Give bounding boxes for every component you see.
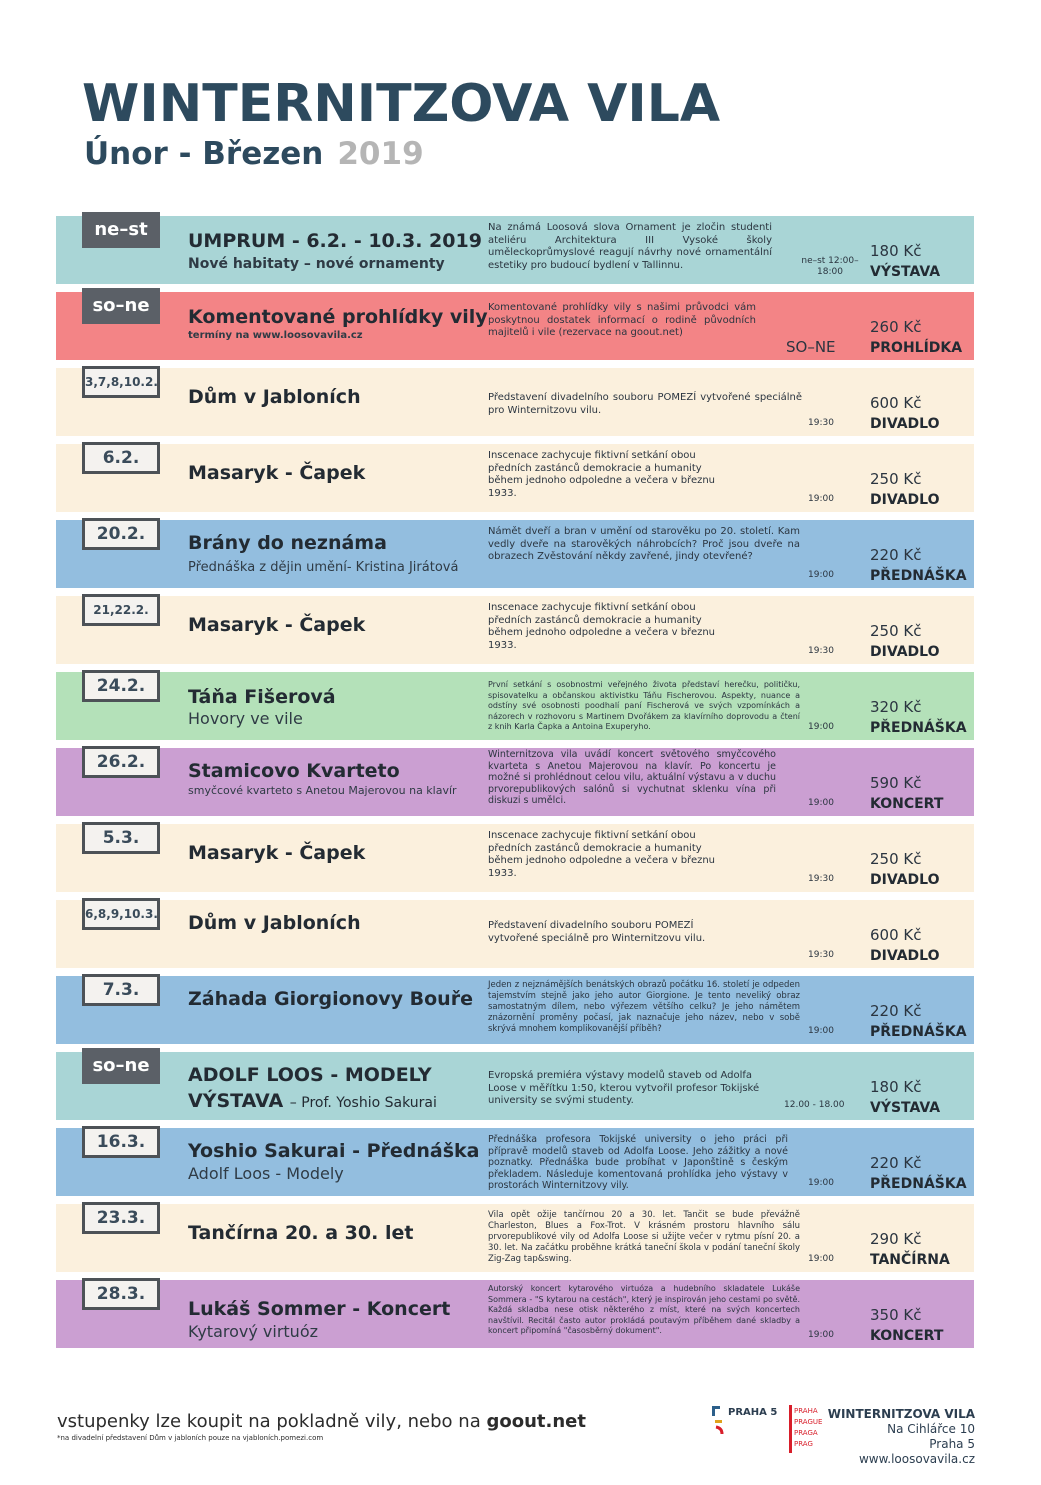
page-title: WINTERNITZOVA VILA	[82, 74, 721, 134]
event-category: PROHLÍDKA	[870, 340, 963, 356]
page-subtitle	[84, 134, 424, 174]
event-row	[56, 1128, 974, 1196]
date-badge: so–ne	[82, 1048, 160, 1084]
event-category: KONCERT	[870, 796, 944, 812]
event-description: Představení divadelního souboru POMEZÍ vytvořené speciálně pro Winternitzovu vilu.	[488, 392, 802, 416]
event-price: 180 Kč	[870, 242, 922, 260]
event-title: UMPRUM - 6.2. - 10.3. 2019	[188, 230, 482, 252]
event-time: 19:30	[808, 646, 834, 656]
event-price: 220 Kč	[870, 546, 922, 564]
date-badge: 23.3.	[82, 1202, 160, 1234]
date-badge: 20.2.	[82, 518, 160, 550]
event-row	[56, 292, 974, 360]
event-price: 180 Kč	[870, 1078, 922, 1096]
event-description: Komentované prohlídky vily s našimi průvodci vám poskytnou dostatek informací o rodině původních majitelů i vile (rezervace na goout.net)	[488, 302, 756, 338]
event-time: 19:00	[808, 798, 834, 808]
date-badge: 21,22.2.	[82, 594, 160, 626]
praha5-label: PRAHA 5	[728, 1407, 778, 1418]
event-title: Brány do neznáma	[188, 532, 387, 554]
event-category: PŘEDNÁŠKA	[870, 568, 967, 584]
event-row	[56, 216, 974, 284]
event-title: Masaryk - Čapek	[188, 842, 366, 864]
event-subtitle: Hovory ve vile	[188, 709, 303, 728]
event-category: PŘEDNÁŠKA	[870, 720, 967, 736]
org-name: WINTERNITZOVA VILA	[827, 1407, 975, 1421]
event-time: 19:00	[808, 570, 834, 580]
event-row	[56, 748, 974, 816]
event-row	[56, 368, 974, 436]
date-badge: 16.3.	[82, 1126, 160, 1158]
event-title: ADOLF LOOS - MODELY	[188, 1064, 432, 1086]
web-link[interactable]: www.loosovavila.cz	[858, 1452, 975, 1466]
event-price: 220 Kč	[870, 1154, 922, 1172]
praga-logo	[789, 1405, 827, 1453]
event-row	[56, 1280, 974, 1348]
praga-line: PRAHA	[794, 1407, 818, 1415]
event-subtitle: termíny na www.loosovavila.cz	[188, 330, 363, 341]
event-title-line2	[188, 1090, 437, 1112]
praga-line: PRAGUE	[794, 1418, 823, 1426]
event-row	[56, 520, 974, 588]
event-description: Námět dveří a bran v umění od starověku po 20. století. Kam vedly dveře na starověkých náhrobcích? Proč jsou dveře na obrazech Zvěstování někdy zavřené, jindy otevřené?	[488, 526, 800, 562]
event-title: Dům v Jabloních	[188, 386, 361, 408]
event-price: 250 Kč	[870, 470, 922, 488]
event-category: DIVADLO	[870, 872, 940, 888]
date-badge: 24.2.	[82, 670, 160, 702]
event-row	[56, 596, 974, 664]
event-description: Evropská premiéra výstavy modelů staveb od Adolfa Loose v měřítku 1:50, kterou vytvořil profesor Tokijské university se svými studenty.	[488, 1070, 760, 1106]
event-time: 19:00	[808, 494, 834, 504]
goout-link[interactable]: goout.net	[486, 1411, 586, 1432]
date-badge: 6.2.	[82, 442, 160, 474]
event-subtitle: smyčcové kvarteto s Anetou Majerovou na klavír	[188, 784, 457, 797]
event-description: Jeden z nejznámějších benátských obrazů počátku 16. století je odpeden tajemstvím stejně jako jeho autor Giorgione. Je tento neveliký obraz samostatným dílem, nebo výřezem většího celku? Je jeho námětem znázornění proměny počasí, jak naznačuje jeho název, nebo v sobě skrývá mnohem komplikovanější příběh?	[488, 980, 800, 1034]
event-time: ne–st 12:00–18:00	[801, 256, 859, 277]
street: Na Cihlářce 10	[887, 1422, 975, 1436]
event-category: DIVADLO	[870, 492, 940, 508]
event-price: 590 Kč	[870, 774, 922, 792]
event-price: 260 Kč	[870, 318, 922, 336]
event-description: Přednáška profesora Tokijské university o jeho práci při přípravě modelů staveb od Adolfa Loose. Jeho zážitky a nové poznatky. Přednáška bude probíhat v Japonštině s českým překladem. Následuje komentovaná prohlídka jeho výstavy v prostorách Winternitzovy vily.	[488, 1134, 788, 1191]
year-label: 2019	[337, 136, 424, 172]
event-title-2: VÝSTAVA	[188, 1090, 284, 1112]
events-list	[56, 216, 974, 1356]
praga-line: PRAG	[794, 1440, 813, 1448]
event-price: 600 Kč	[870, 394, 922, 412]
event-category: DIVADLO	[870, 416, 940, 432]
event-description: Inscenace zachycuje fiktivní setkání obou předních zastánců demokracie a humanity během jednoho odpoledne a večera v březnu 1933.	[488, 602, 716, 651]
date-badge: 28.3.	[82, 1278, 160, 1310]
event-category: DIVADLO	[870, 644, 940, 660]
event-time: SO–NE	[786, 338, 836, 356]
event-price: 220 Kč	[870, 1002, 922, 1020]
praha5-logo-icon	[712, 1406, 728, 1436]
tickets-info	[57, 1411, 586, 1432]
event-row	[56, 900, 974, 968]
event-row	[56, 1204, 974, 1272]
event-title: Dům v Jabloních	[188, 912, 361, 934]
event-title: Komentované prohlídky vily	[188, 306, 488, 328]
event-category: PŘEDNÁŠKA	[870, 1024, 967, 1040]
event-title: Táňa Fišerová	[188, 686, 336, 708]
date-badge: 5.3.	[82, 822, 160, 854]
event-category: VÝSTAVA	[870, 264, 941, 280]
event-description: Představení divadelního souboru POMEZÍ vytvořené speciálně pro Winternitzovu vilu.	[488, 920, 706, 944]
event-row	[56, 976, 974, 1044]
date-badge: 26.2.	[82, 746, 160, 778]
event-subtitle: Přednáška z dějin umění- Kristina Jirátová	[188, 560, 459, 575]
event-subtitle: Nové habitaty – nové ornamenty	[188, 256, 445, 272]
event-time: 19:00	[808, 1330, 834, 1340]
event-time: 12.00 - 18.00	[784, 1100, 845, 1110]
event-subtitle: – Prof. Yoshio Sakurai	[289, 1095, 437, 1111]
event-time: 19:00	[808, 1254, 834, 1264]
event-price: 250 Kč	[870, 622, 922, 640]
event-title: Yoshio Sakurai - Přednáška	[188, 1140, 480, 1162]
event-description: Autorský koncert kytarového virtuóza a hudebního skladatele Lukáše Sommera - "S kytarou na cestách", který je inspirován jeho cestami po světě. Každá skladba nese otisk některého z míst, které na svých koncertech navštívil. Recitál často autor prokládá poutavým příběhem dané skladby a koncert připomíná "časosběrný dokument".	[488, 1284, 800, 1335]
event-title: Masaryk - Čapek	[188, 614, 366, 636]
event-row	[56, 672, 974, 740]
event-category: PŘEDNÁŠKA	[870, 1176, 967, 1192]
event-description: Inscenace zachycuje fiktivní setkání obou předních zastánců demokracie a humanity během jednoho odpoledne a večera v březnu 1933.	[488, 450, 716, 499]
event-price: 320 Kč	[870, 698, 922, 716]
event-title: Stamicovo Kvarteto	[188, 760, 400, 782]
date-badge: 7.3.	[82, 974, 160, 1006]
event-price: 250 Kč	[870, 850, 922, 868]
event-category: TANČÍRNA	[870, 1252, 950, 1268]
event-row	[56, 824, 974, 892]
event-description: Inscenace zachycuje fiktivní setkání obou předních zastánců demokracie a humanity během jednoho odpoledne a večera v březnu 1933.	[488, 830, 716, 879]
address-block	[828, 1407, 975, 1467]
tickets-text: vstupenky lze koupit na pokladně vily, nebo na	[57, 1411, 487, 1432]
date-badge: 3,7,8,10.2.	[82, 366, 160, 398]
event-subtitle: Kytarový virtuóz	[188, 1322, 319, 1341]
event-category: DIVADLO	[870, 948, 940, 964]
event-description: Na známá Loosová slova Ornament je zločin studenti ateliéru Architektura III Vysoké školy uměleckoprůmyslové reagují návrhy nové ornamentální estetiky pro budoucí bydlení v Tallinnu.	[488, 222, 772, 271]
footer-note: *na divadelní představení Dům v jabloních pouze na vjabloních.pomezi.com	[57, 1434, 324, 1442]
event-title: Masaryk - Čapek	[188, 462, 366, 484]
event-price: 350 Kč	[870, 1306, 922, 1324]
event-time: 19:30	[808, 950, 834, 960]
event-title: Záhada Giorgionovy Bouře	[188, 988, 473, 1010]
date-badge: 6,8,9,10.3.	[82, 898, 160, 930]
event-time: 19:30	[808, 874, 834, 884]
event-time: 19:00	[808, 722, 834, 732]
event-price: 600 Kč	[870, 926, 922, 944]
period-label: Únor - Březen	[84, 136, 324, 172]
event-subtitle: Adolf Loos - Modely	[188, 1164, 344, 1183]
date-badge: so–ne	[82, 288, 160, 324]
event-category: VÝSTAVA	[870, 1100, 941, 1116]
date-badge: ne–st	[82, 212, 160, 248]
event-row	[56, 1052, 974, 1120]
city: Praha 5	[929, 1437, 975, 1451]
event-time: 19:00	[808, 1026, 834, 1036]
event-title: Tančírna 20. a 30. let	[188, 1222, 414, 1244]
event-time: 19:00	[808, 1178, 834, 1188]
praga-line: PRAGA	[794, 1429, 818, 1437]
event-title: Lukáš Sommer - Koncert	[188, 1298, 451, 1320]
event-description: První setkání s osobnostmi veřejného života představí herečku, političku, spisovatelku a občanskou aktivistku Táňu Fischerovou. Aspekty, nuance a odstíny své osobnosti poodhalí paní Fischerová ve svých vzpomínkách a názorech v rozhovoru s Martinem Dvořákem za klavírního doprovodu a čtení z knih Karla Čapka a Antoina Exuperyho.	[488, 680, 800, 731]
event-description: Winternitzova vila uvádí koncert světového smyčcového kvarteta s Anetou Majerovou na klavír. Po koncertu je možné si prohlédnout celou vilu, aktuální výstavu a v duchu prvorepublikových salónů si vychutnat sklenku vína při diskuzi s umělci.	[488, 749, 776, 806]
event-row	[56, 444, 974, 512]
event-time: 19:30	[808, 418, 834, 428]
event-category: KONCERT	[870, 1328, 944, 1344]
event-description: Vila opět ožije tančírnou 20 a 30. let. Tančit se bude převážně Charleston, Blues a Fox-Trot. V krásném prostoru hlavního sálu prvorepublikové vily od Adolfa Loose si užijte večer v rytmu písní 20. a 30. let. Na začátku proběhne krátká taneční škola v podání taneční školy Zig-Zag tap&swing.	[488, 1210, 800, 1264]
event-price: 290 Kč	[870, 1230, 922, 1248]
